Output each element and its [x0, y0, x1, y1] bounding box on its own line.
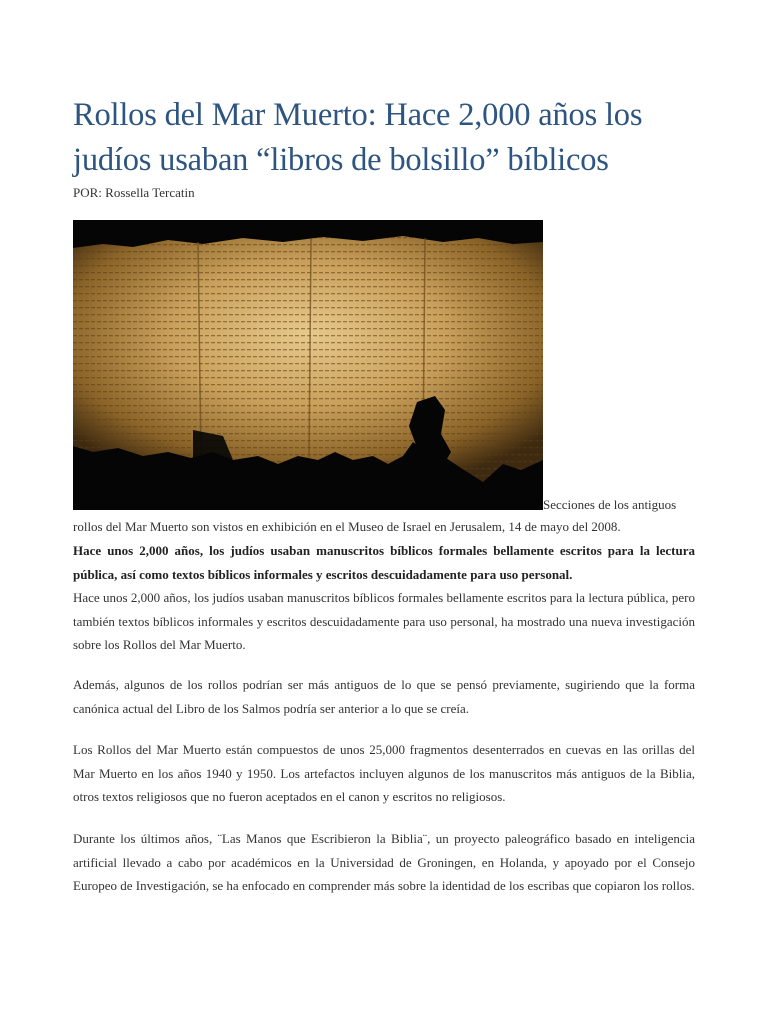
paragraph: Hace unos 2,000 años, los judíos usaban manuscritos bíblicos formales bellamente escritos para la lectura pública, pero también textos bíblicos informales y escritos descuidadamente para uso personal, ha mostrado una nueva investigación sobre los Rollos del Mar Muerto.: [73, 590, 695, 652]
article-lede: Hace unos 2,000 años, los judíos usaban manuscritos bíblicos formales bellamente escritos para la lectura pública, así como textos bíblicos informales y escritos descuidadamente para uso personal.: [73, 543, 695, 582]
article-title: Rollos del Mar Muerto: Hace 2,000 años los judíos usaban “libros de bolsillo” bíblicos: [73, 97, 643, 178]
paragraph: Los Rollos del Mar Muerto están compuestos de unos 25,000 fragmentos desenterrados en cuevas en las orillas del Mar Muerto en los años 1940 y 1950. Los artefactos incluyen algunos de los manuscritos más antiguos de la Biblia, otros textos religiosos que no fueron aceptados en el canon y escritos no religiosos.: [73, 742, 695, 804]
caption-continuation: rollos del Mar Muerto son vistos en exhibición en el Museo de Israel en Jerusalem, 14 de mayo del 2008.: [73, 519, 621, 534]
article-byline: POR: Rossella Tercatin: [73, 185, 195, 200]
scroll-photo-icon: [73, 220, 543, 510]
paragraph: Durante los últimos años, ¨Las Manos que Escribieron la Biblia¨, un proyecto paleográfico basado en inteligencia artificial llevado a cabo por académicos en la Universidad de Groningen, en Holanda, y apoyado por el Consejo Europeo de Investigación, se ha enfocado en comprender más sobre la identidad de los escribas que copiaron los rollos.: [73, 831, 695, 893]
caption-start: Secciones de los antiguos: [543, 497, 677, 512]
paragraph: Además, algunos de los rollos podrían ser más antiguos de lo que se pensó previamente, sugiriendo que la forma canónica actual del Libro de los Salmos podría ser anterior a lo que se creía.: [73, 677, 695, 716]
scroll-photo: [73, 220, 543, 510]
